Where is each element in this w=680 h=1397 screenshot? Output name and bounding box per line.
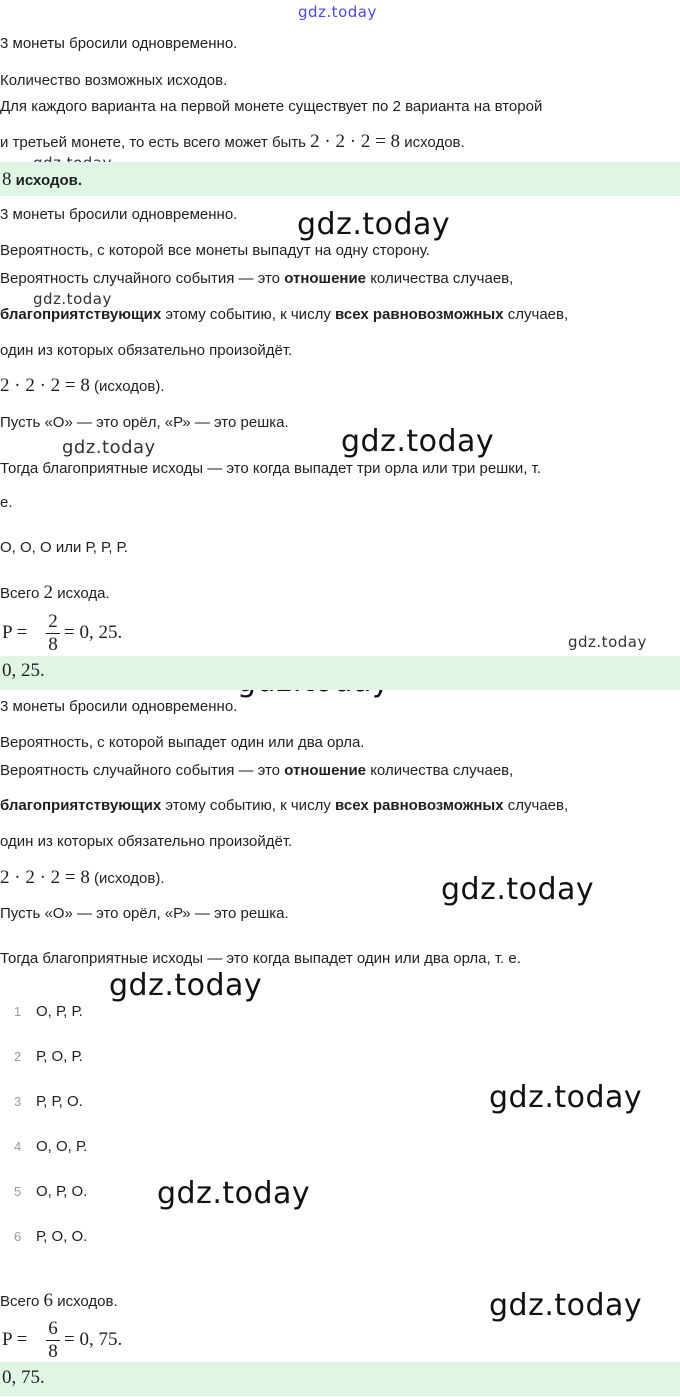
calculation: 2 · 2 · 2 = 8 (исходов). bbox=[0, 867, 165, 888]
statement: 3 монеты бросили одновременно. bbox=[0, 35, 238, 52]
answer-box: 0, 75. bbox=[0, 1362, 680, 1396]
total-outcomes: Всего 2 исхода. bbox=[0, 582, 110, 603]
question: Вероятность, с которой выпадет один или два орла. bbox=[0, 734, 365, 751]
explanation-line: Для каждого варианта на первой монете существует по 2 варианта на второй bbox=[0, 98, 543, 115]
total-outcomes: Всего 6 исходов. bbox=[0, 1290, 118, 1311]
watermark: gdz.today bbox=[297, 207, 451, 242]
question: Количество возможных исходов. bbox=[0, 72, 228, 89]
watermark: gdz.today bbox=[157, 1176, 311, 1211]
definition-line: Вероятность случайного события — это отношение количества случаев, bbox=[0, 270, 514, 287]
definition-line: один из которых обязательно произойдёт. bbox=[0, 833, 293, 850]
watermark: gdz.today bbox=[33, 290, 112, 308]
explanation-line: Тогда благоприятные исходы — это когда выпадет три орла или три решки, т. bbox=[0, 460, 541, 477]
explanation-line: е. bbox=[0, 494, 13, 511]
definition-line: благоприятствующих этому событию, к числу всех равновозможных случаев, bbox=[0, 797, 569, 814]
answer-box: 0, 25. bbox=[0, 656, 680, 690]
watermark: gdz.today bbox=[109, 968, 263, 1003]
calculation: 2 · 2 · 2 = 8 (исходов). bbox=[0, 375, 165, 396]
answer-box: 8 исходов. bbox=[0, 162, 680, 196]
notation: Пусть «О» — это орёл, «Р» — это решка. bbox=[0, 905, 289, 922]
watermark: gdz.today bbox=[62, 437, 156, 458]
watermark: gdz.today bbox=[489, 1080, 643, 1115]
explanation-line: и третьей монете, то есть всего может быть 2 · 2 · 2 = 8 исходов. bbox=[0, 131, 465, 152]
question: Вероятность, с которой все монеты выпадут на одну сторону. bbox=[0, 242, 430, 259]
definition-line: благоприятствующих этому событию, к числу всех равновозможных случаев, bbox=[0, 306, 569, 323]
watermark: gdz.today bbox=[441, 872, 595, 907]
outcomes: О, О, О или Р, Р, Р. bbox=[0, 539, 128, 556]
watermark: gdz.today bbox=[568, 633, 647, 651]
notation: Пусть «О» — это орёл, «Р» — это решка. bbox=[0, 414, 289, 431]
watermark: gdz.today bbox=[298, 3, 377, 21]
watermark: gdz.today bbox=[489, 1288, 643, 1323]
statement: 3 монеты бросили одновременно. bbox=[0, 206, 238, 223]
definition-line: Вероятность случайного события — это отношение количества случаев, bbox=[0, 762, 514, 779]
watermark: gdz.today bbox=[341, 424, 495, 459]
definition-line: один из которых обязательно произойдёт. bbox=[0, 342, 293, 359]
explanation-line: Тогда благоприятные исходы — это когда выпадет один или два орла, т. е. bbox=[0, 950, 521, 967]
statement: 3 монеты бросили одновременно. bbox=[0, 698, 238, 715]
